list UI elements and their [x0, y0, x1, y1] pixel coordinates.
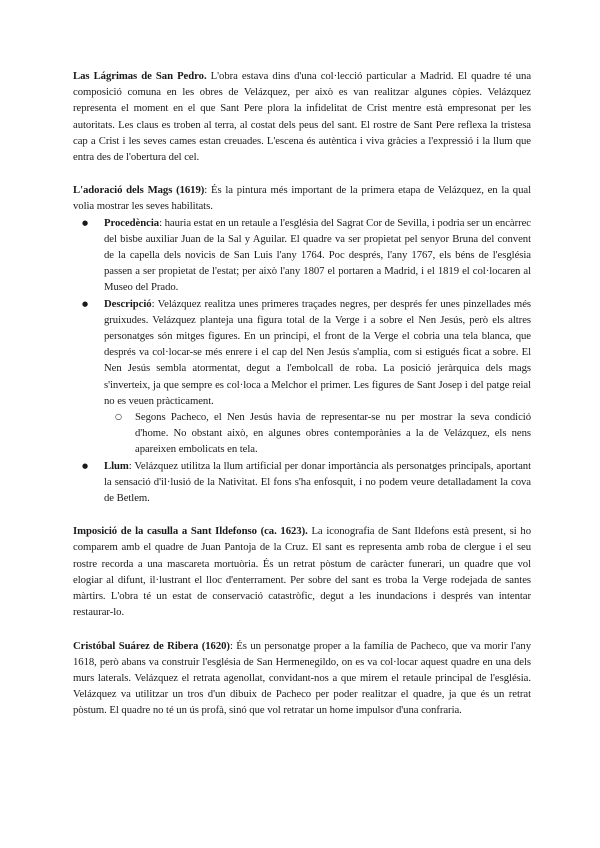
section-title: Imposició de la casulla a Sant Ildefonso (ca. 1623). [73, 525, 308, 538]
bullet-text: : Velázquez utilitza la llum artificial per donar importància als personatges principals, aportant la sensació d'il·lusió de la Nativitat. El fons s'ha enfosquit, i no podem veure detalladament la cova de Betlem. [104, 459, 531, 505]
bullet-llum [82, 458, 531, 507]
section-lagrimas [73, 68, 531, 165]
bullet-label: Llum [104, 459, 129, 472]
section-title: Cristóbal Suárez de Ribera (1620) [73, 639, 230, 652]
bullet-descripcio [82, 296, 531, 458]
section-body: : És un personatge proper a la família de Pacheco, que va morir l'any 1618, però abans va construir l'església de San Hermenegildo, on es va col·locar aquest quadre en una dels murs laterals. Velázquez el retrata agenollat, convidant-nos a que mirem el retaule principal de l'església. Velázquez va utilitzar un tros d'un dibuix de Pacheco per poder realitzar el quadre, ja que és un retrat pòstum. El quadre no té un ús profà, sinó que vol retratar un home impulsor d'una confraria. [73, 639, 531, 717]
bullet-text: : hauria estat en un retaule a l'església del Sagrat Cor de Sevilla, i podria ser un encàrrec del bisbe auxiliar Juan de la Sal y Aguilar. El quadre va ser propietat pel senyor Bruna del convent de la capella dels novicis de San Luis l'any 1764. Poc després, l'any 1767, els béns de l'església passen a ser propietat de l'estat; per això l'any 1807 el portaren a Madrid, i el 1819 el col·locaren al Museo del Prado. [104, 216, 531, 294]
document-page [73, 68, 531, 736]
section-ildefonso [73, 523, 531, 620]
section-intro [73, 182, 531, 214]
section-adoracio [73, 182, 531, 506]
sub-bullet-list [104, 409, 531, 458]
bullet-procedencia [82, 215, 531, 296]
bullet-label: Descripció [104, 297, 152, 310]
sub-bullet-pacheco: ○ Segons Pacheco, el Nen Jesús havia de representar-se nu per mostrar la seva condició d'home. No obstant això, en algunes obres contemporànies a la de Velázquez, els nens apareixen embolicats en tela. [115, 409, 531, 458]
bullet-text: : Velázquez realitza unes primeres traçades negres, per després fer unes pinzellades més gruixudes. Velázquez planteja una figura total de la Verge i a sobre el Nen Jesús, però els altres personatges són mitges figures. En un principi, el front de la Verge el cobria una tela blanca, que després va col·locar-se més enrere i el cap del Nen Jesús s'amplia, com si estigués ficat a sobre. El Nen Jesús sembla atormentat, degut a l'embolcall de roba. La posició jeràrquica dels mags s'inverteix, ja que sempre es col·loca a Melchor el primer. Les figures de Sant Josep i del patge reial no es veuen pràcticament. [104, 297, 531, 407]
section-cristobal [73, 638, 531, 719]
section-title: L'adoració dels Mags (1619) [73, 184, 205, 197]
section-title: Las Lágrimas de San Pedro. [73, 70, 207, 82]
section-body: L'obra estava dins d'una col·lecció particular a Madrid. El quadre té una composició comuna en les obres de Velázquez, per això es van realitzar algunes còpies. Velázquez representa el moment en el que Sant Pere plora la infidelitat de Crist mentre està empresonat per les autoritats. Les claus es troben al terra, al costat dels peus del sant. El rostre de Sant Pere reflexa la tristesa cap a Crist i les seves cames estan creuades. L'escena és autèntica i viva gràcies a l'expressió i la llum que entra des de l'obertura del cel. [73, 70, 532, 164]
section-body: : És la pintura més important de la primera etapa de Velázquez, en la qual volia mostrar les seves habilitats. [73, 184, 531, 213]
section-body: La iconografia de Sant Ildefons està present, si ho comparem amb el quadre de Juan Pantoja de la Cruz. El sant es representa amb roba de clergue i el seu rostre recorda a una mascareta mortuòria. És un retrat pòstum de caràcter funerari, un quadre que vol elogiar al difunt, il·lustrant el lloc d'enterrament. Per sobre del sant es troba la Verge rodejada de santes màrtirs. L'obra té un estat de conservació catastròfic, degut a les inundacions i després van intentar restaurar-lo. [73, 525, 531, 619]
bullet-label: Procedència [104, 216, 160, 229]
bullet-list [73, 215, 531, 507]
